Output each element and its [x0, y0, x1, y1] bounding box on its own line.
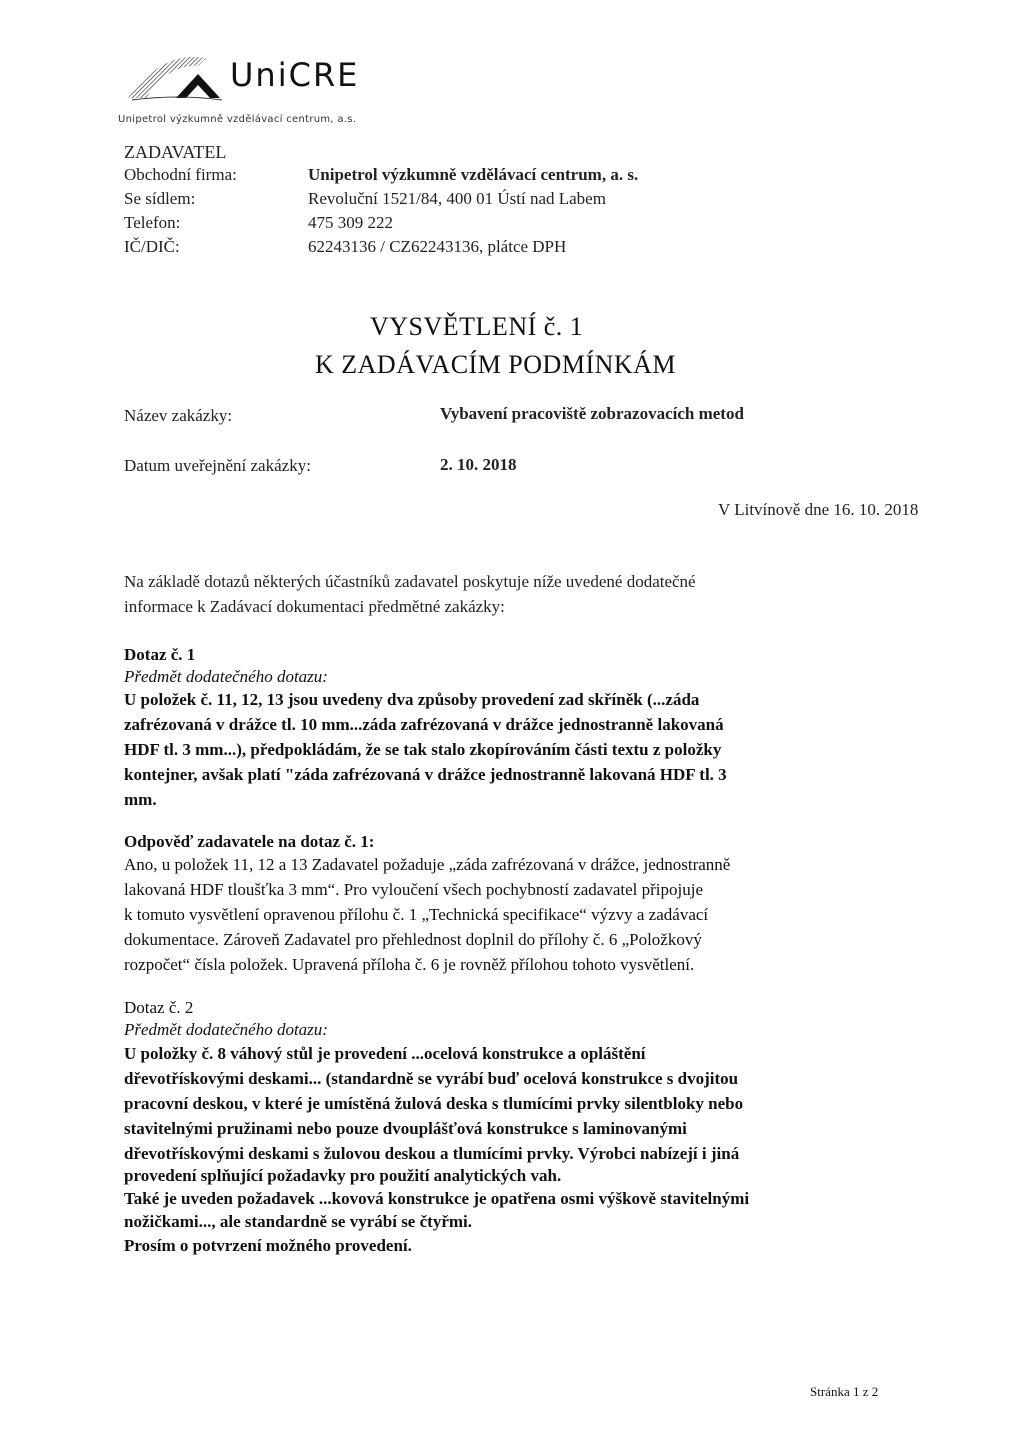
- q1-subject: Předmět dodatečného dotazu:: [124, 667, 328, 686]
- q2-line-1: U položky č. 8 váhový stůl je provedení ...ocelová konstrukce a opláštění: [124, 1044, 646, 1063]
- phone-label: Telefon:: [124, 213, 181, 232]
- q1-heading: Dotaz č. 1: [124, 645, 196, 664]
- zadavatel-heading: ZADAVATEL: [124, 142, 227, 162]
- ico-label: IČ/DIČ:: [124, 237, 180, 256]
- logo-subtitle: Unipetrol výzkumně vzdělávací centrum, a.s.: [118, 114, 357, 125]
- seat-value: Revoluční 1521/84, 400 01 Ústí nad Labem: [308, 189, 606, 208]
- contract-name-value: Vybavení pracoviště zobrazovacích metod: [440, 404, 744, 423]
- q1-answer-line-2: lakovaná HDF tloušťka 3 mm“. Pro vyloučení všech pochybností zadavatel připojuje: [124, 880, 703, 899]
- q1-answer-line-4: dokumentace. Zároveň Zadavatel pro přehlednost doplnil do přílohy č. 6 „Položkový: [124, 930, 702, 949]
- q2-line-9: Prosím o potvrzení možného provedení.: [124, 1236, 412, 1255]
- q1-answer-line-3: k tomuto vysvětlení opravenou přílohu č. 1 „Technická specifikace“ výzvy a zadávací: [124, 905, 709, 924]
- contract-name-label: Název zakázky:: [124, 406, 233, 425]
- document-subtitle: K ZADÁVACÍM PODMÍNKÁM: [315, 350, 677, 379]
- q2-heading: Dotaz č. 2: [124, 998, 194, 1017]
- ico-value: 62243136 / CZ62243136, plátce DPH: [308, 237, 567, 256]
- publish-date-label: Datum uveřejnění zakázky:: [124, 456, 311, 475]
- document-title: VYSVĚTLENÍ č. 1: [370, 312, 584, 341]
- intro-line-2: informace k Zadávací dokumentaci předmětné zakázky:: [124, 597, 505, 616]
- q1-line-2: zafrézovaná v drážce tl. 10 mm...záda zafrézovaná v drážce jednostranně lakovaná: [124, 715, 724, 734]
- q1-line-1: U položek č. 11, 12, 13 jsou uvedeny dva způsoby provedení zad skříněk (...záda: [124, 690, 700, 709]
- q1-line-4: kontejner, avšak platí "záda zafrézovaná v drážce jednostranně lakovaná HDF tl. 3: [124, 765, 727, 784]
- phone-value: 475 309 222: [308, 213, 393, 232]
- publish-date-value: 2. 10. 2018: [440, 455, 517, 474]
- q2-line-7: Také je uveden požadavek ...kovová konstrukce je opatřena osmi výškově stavitelnými: [124, 1189, 750, 1208]
- intro-line-1: Na základě dotazů některých účastníků zadavatel poskytuje níže uvedené dodatečné: [124, 572, 696, 591]
- logo-emblem-icon: [118, 48, 228, 108]
- q2-line-2: dřevotřískovými deskami... (standardně se vyrábí buď ocelová konstrukce s dvojitou: [124, 1069, 739, 1088]
- q1-answer-line-5: rozpočet“ čísla položek. Upravená příloha č. 6 je rovněž přílohou tohoto vysvětlení.: [124, 955, 695, 974]
- company-value: Unipetrol výzkumně vzdělávací centrum, a. s.: [308, 165, 639, 184]
- q2-line-4: stavitelnými pružinami nebo pouze dvouplášťová konstrukce s laminovanými: [124, 1119, 687, 1138]
- seat-label: Se sídlem:: [124, 189, 196, 208]
- q2-line-3: pracovní deskou, v které je umístěná žulová deska s tlumícími prvky silentbloky nebo: [124, 1094, 744, 1113]
- page-number: Stránka 1 z 2: [810, 1384, 879, 1399]
- q1-answer-heading: Odpověď zadavatele na dotaz č. 1:: [124, 832, 375, 851]
- q2-line-6: provedení splňující požadavky pro použití analytických vah.: [124, 1166, 562, 1185]
- q2-line-8: nožičkami..., ale standardně se vyrábí se čtyřmi.: [124, 1212, 472, 1231]
- q2-line-5: dřevotřískovými deskami s žulovou deskou a tlumícími prvky. Výrobci nabízejí i jiná: [124, 1144, 740, 1163]
- company-label: Obchodní firma:: [124, 165, 237, 184]
- q2-subject: Předmět dodatečného dotazu:: [124, 1020, 328, 1039]
- q1-answer-line-1: Ano, u položek 11, 12 a 13 Zadavatel požaduje „záda zafrézovaná v drážce, jednostranně: [124, 855, 731, 874]
- place-date: V Litvínově dne 16. 10. 2018: [718, 500, 919, 519]
- company-logo: [118, 48, 418, 128]
- q1-line-3: HDF tl. 3 mm...), předpokládám, že se tak stalo zkopírováním části textu z položky: [124, 740, 722, 759]
- logo-brand-text: UniCRE: [230, 56, 360, 94]
- q1-line-5: mm.: [124, 790, 157, 809]
